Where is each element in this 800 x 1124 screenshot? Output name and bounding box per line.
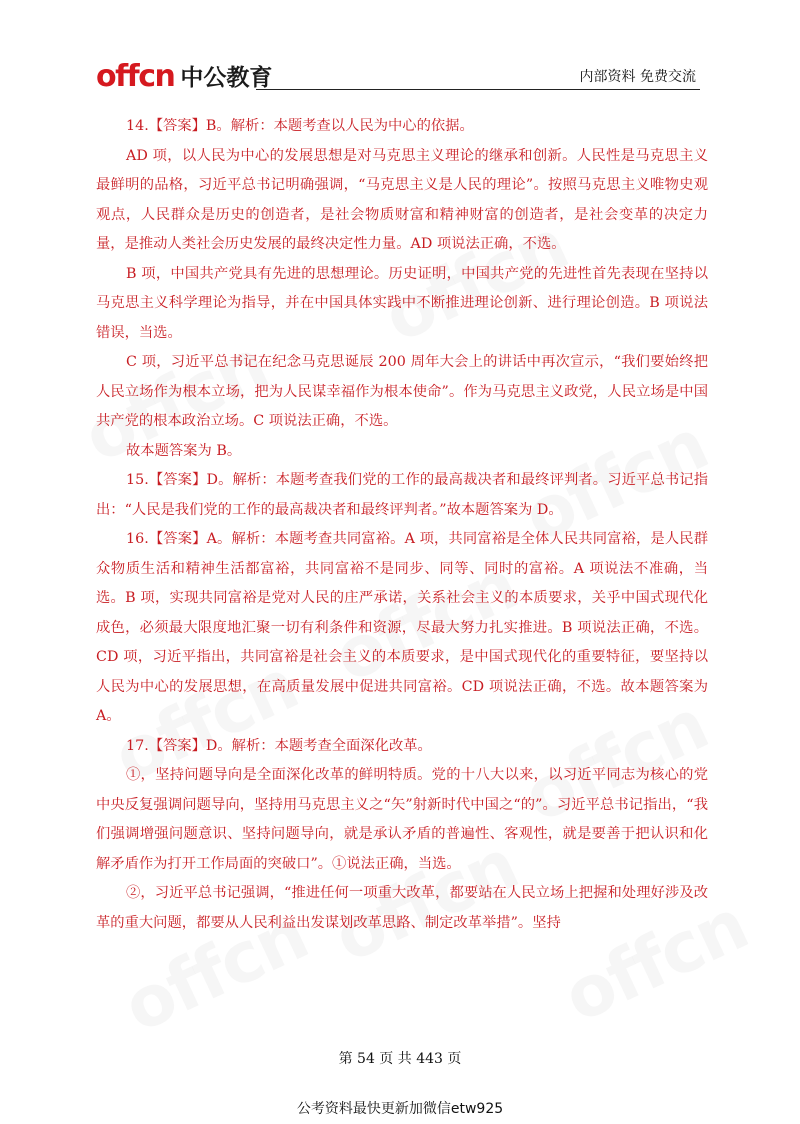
header-note: 内部资料 免费交流: [579, 69, 696, 85]
paragraph: ②，习近平总书记强调，“推进任何一项重大改革，都要站在人民立场上把握和处理好涉及改革的重大问题，都要从人民利益出发谋划改革思路、制定改革举措”。坚持: [96, 885, 708, 931]
paragraph: C 项，习近平总书记在纪念马克思诞辰 200 周年大会上的讲话中再次宣示，“我们要始终把人民立场作为根本立场，把为人民谋幸福作为根本使命”。作为马克思主义政党，人民立场是中国共产党的根本政治立场。C 项说法正确，不选。: [96, 354, 708, 429]
header-rule: [256, 89, 700, 90]
paragraph: AD 项，以人民为中心的发展思想是对马克思主义理论的继承和创新。人民性是马克思主义最鲜明的品格，习近平总书记明确强调，“马克思主义是人民的理论”。按照马克思主义唯物史观观点，人民群众是历史的创造者，是社会物质财富和精神财富的创造者，是社会变革的决定力量，是推动人类社会历史发展的最终决定性力量。AD 项说法正确，不选。: [96, 147, 708, 252]
paragraph: B 项，中国共产党具有先进的思想理论。历史证明，中国共产党的先进性首先表现在坚持以马克思主义科学理论为指导，并在中国具体实践中不断推进理论创新、进行理论创造。B 项说法错误，当选。: [96, 265, 708, 341]
paragraph: 15.【答案】D。解析：本题考查我们党的工作的最高裁决者和最终评判者。习近平总书记指出：“人民是我们党的工作的最高裁决者和最终评判者。”故本题答案为 D。: [96, 472, 708, 518]
logo-text-en: offcn: [96, 59, 175, 94]
page-number: 第 54 页 共 443 页: [338, 1051, 462, 1067]
paragraph: 14.【答案】B。解析：本题考查以人民为中心的依据。: [126, 118, 474, 134]
document-body: [96, 112, 708, 938]
logo-text-cn: 中公教育: [180, 65, 273, 91]
paragraph: 故本题答案为 B。: [126, 442, 242, 459]
paragraph: ①，坚持问题导向是全面深化改革的鲜明特质。党的十八大以来，以习近平同志为核心的党中央反复强调问题导向，坚持用马克思主义之“矢”射新时代中国之“的”。习近平总书记指出，“我们强调增强问题意识、坚持问题导向，就是承认矛盾的普遍性、客观性，就是要善于把认识和化解矛盾作为打开工作局面的突破口”。①说法正确，当选。: [96, 767, 708, 872]
paragraph: 17.【答案】D。解析：本题考查全面深化改革。: [126, 737, 432, 754]
page-header: [96, 58, 700, 92]
offcn-logo: [96, 58, 272, 92]
footer-note: 公考资料最快更新加微信etw925: [296, 1101, 504, 1117]
paragraph: 16.【答案】A。解析：本题考查共同富裕。A 项，共同富裕是全体人民共同富裕，是人民群众物质生活和精神生活都富裕，共同富裕不是同步、同等、同时的富裕。A 项说法不准确，当选。B 项，实现共同富裕是党对人民的庄严承诺，关系社会主义的本质要求，关乎中国式现代化成色，必须最大限度地汇聚一切有利条件和资源，尽最大努力扎实推进。B 项说法正确，不选。CD 项，习近平指出，共同富裕是社会主义的本质要求，是中国式现代化的重要特征，要坚持以人民为中心的发展思想，在高质量发展中促进共同富裕。CD 项说法正确，不选。故本题答案为 A。: [96, 531, 708, 724]
